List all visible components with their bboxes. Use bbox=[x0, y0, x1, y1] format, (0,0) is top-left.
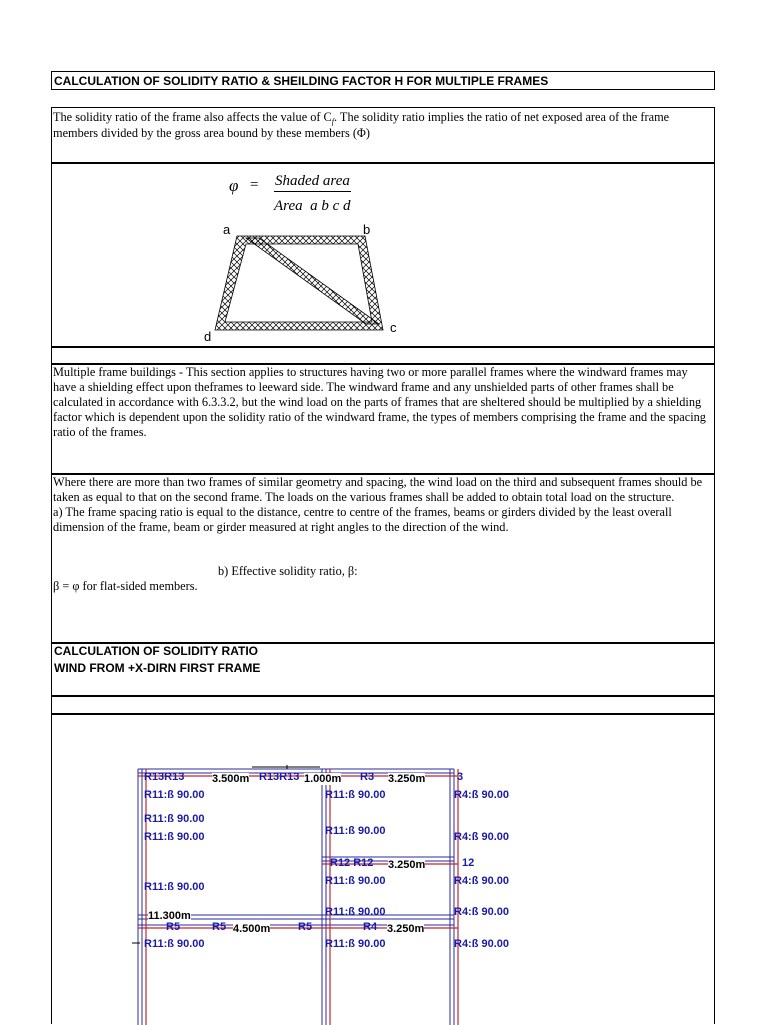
dim-3250-top: 3.250m bbox=[388, 773, 426, 785]
corner-b-label: b bbox=[363, 222, 371, 237]
label-r11-left-5: R11:ß 90.00 bbox=[144, 938, 205, 950]
blank-row bbox=[51, 347, 715, 364]
beta-flat-text: β = φ for flat-sided members. bbox=[53, 579, 198, 593]
wind-heading: WIND FROM +X-DIRN FIRST FRAME bbox=[54, 661, 261, 675]
figure-row bbox=[51, 163, 715, 347]
formula-denominator: Area a b c d bbox=[274, 198, 351, 214]
subsequent-frames-row bbox=[51, 474, 715, 643]
title-row bbox=[51, 71, 715, 90]
label-r11-mid-4: R11:ß 90.00 bbox=[325, 906, 386, 918]
page-title: CALCULATION OF SOLIDITY RATIO & SHEILDING FACTOR H FOR MULTIPLE FRAMES bbox=[54, 74, 549, 88]
label-r11-left-2: R11:ß 90.00 bbox=[144, 813, 205, 825]
label-r4-right-1: R4:ß 90.00 bbox=[454, 789, 510, 801]
label-r3-right: 3 bbox=[457, 771, 464, 783]
formula-equals: = bbox=[250, 177, 259, 193]
intro-text-2: . The solidity ratio implies the ratio of net exposed area of the frame members divided by the gross area bound by these members (Φ) bbox=[53, 110, 670, 140]
label-r5-2: R5 bbox=[212, 921, 227, 933]
label-r4-right-2: R4:ß 90.00 bbox=[454, 831, 510, 843]
label-r13-left: R13R13 bbox=[144, 771, 185, 783]
frame-elevation-drawing bbox=[132, 765, 502, 1025]
label-r4-right-3: R4:ß 90.00 bbox=[454, 875, 510, 887]
dim-3500: 3.500m bbox=[212, 773, 250, 785]
label-r12-right: 12 bbox=[462, 857, 475, 869]
dim-4500: 4.500m bbox=[233, 923, 271, 935]
blank-row-2 bbox=[51, 696, 715, 714]
label-r11-mid-3: R11:ß 90.00 bbox=[325, 875, 386, 887]
label-r11-mid-5: R11:ß 90.00 bbox=[325, 938, 386, 950]
label-r12-pair: R12 R12 bbox=[330, 857, 374, 869]
label-r5-3: R5 bbox=[298, 921, 313, 933]
dim-1000: 1.000m bbox=[304, 773, 342, 785]
label-r4-right-5: R4:ß 90.00 bbox=[454, 938, 510, 950]
subsequent-frames-text: Where there are more than two frames of similar geometry and spacing, the wind load on the third and subsequent frames should be taken as equal to that on the second frame. The loads on the various frames shall be added to obtain total load on the structure. bbox=[53, 475, 703, 504]
label-r13-mid: R13R13 bbox=[259, 771, 300, 783]
calc-heading: CALCULATION OF SOLIDITY RATIO bbox=[54, 644, 258, 658]
multiple-frames-text: Multiple frame buildings - This section applies to structures having two or more parallel frames where the windward frames may have a shielding effect upon theframes to leeward side. The windward frame and any unshielded parts of other frames shall be calculated in accordance with 6.3.3.2, but the wind load on the parts of frames that are sheltered should be multiplied by a shielding factor which is dependent upon the solidity ratio of the windward frame, the types of members comprising the frame and the spacing ratio of the frames. bbox=[53, 365, 706, 439]
label-r3: R3 bbox=[360, 771, 375, 783]
formula-numerator: Shaded area bbox=[274, 173, 351, 192]
label-r4-bottom: R4 bbox=[363, 921, 378, 933]
multiple-frames-row bbox=[51, 364, 715, 474]
intro-subscript: f bbox=[331, 117, 334, 126]
intro-text-1: The solidity ratio of the frame also affects the value of C bbox=[53, 110, 332, 124]
corner-a-label: a bbox=[223, 222, 231, 237]
intro-paragraph bbox=[53, 108, 713, 141]
effective-solidity-text: b) Effective solidity ratio, β: bbox=[218, 564, 358, 578]
label-r11-mid-2: R11:ß 90.00 bbox=[325, 825, 386, 837]
frame-drawing-row bbox=[51, 714, 715, 1024]
label-r11-left-1: R11:ß 90.00 bbox=[144, 789, 205, 801]
corner-d-label: d bbox=[204, 329, 212, 344]
dim-11300: 11.300m bbox=[148, 910, 191, 922]
label-r5-1: R5 bbox=[166, 921, 181, 933]
calc-heading-row bbox=[51, 643, 715, 696]
intro-row bbox=[51, 107, 715, 163]
frame-abcd-diagram bbox=[207, 226, 397, 336]
label-r11-left-4: R11:ß 90.00 bbox=[144, 881, 205, 893]
formula-phi: φ bbox=[229, 176, 239, 195]
dim-3250-mid: 3.250m bbox=[388, 859, 426, 871]
label-r11-mid-1: R11:ß 90.00 bbox=[325, 789, 386, 801]
spacing-ratio-text: a) The frame spacing ratio is equal to the distance, centre to centre of the frames, beams or girders divided by the least overall dimension of the frame, beam or girder measured at right angles to the direction of the wind. bbox=[53, 505, 672, 534]
label-r11-left-3: R11:ß 90.00 bbox=[144, 831, 205, 843]
dim-3250-bottom: 3.250m bbox=[387, 923, 425, 935]
corner-c-label: c bbox=[390, 320, 397, 335]
label-r4-right-4: R4:ß 90.00 bbox=[454, 906, 510, 918]
